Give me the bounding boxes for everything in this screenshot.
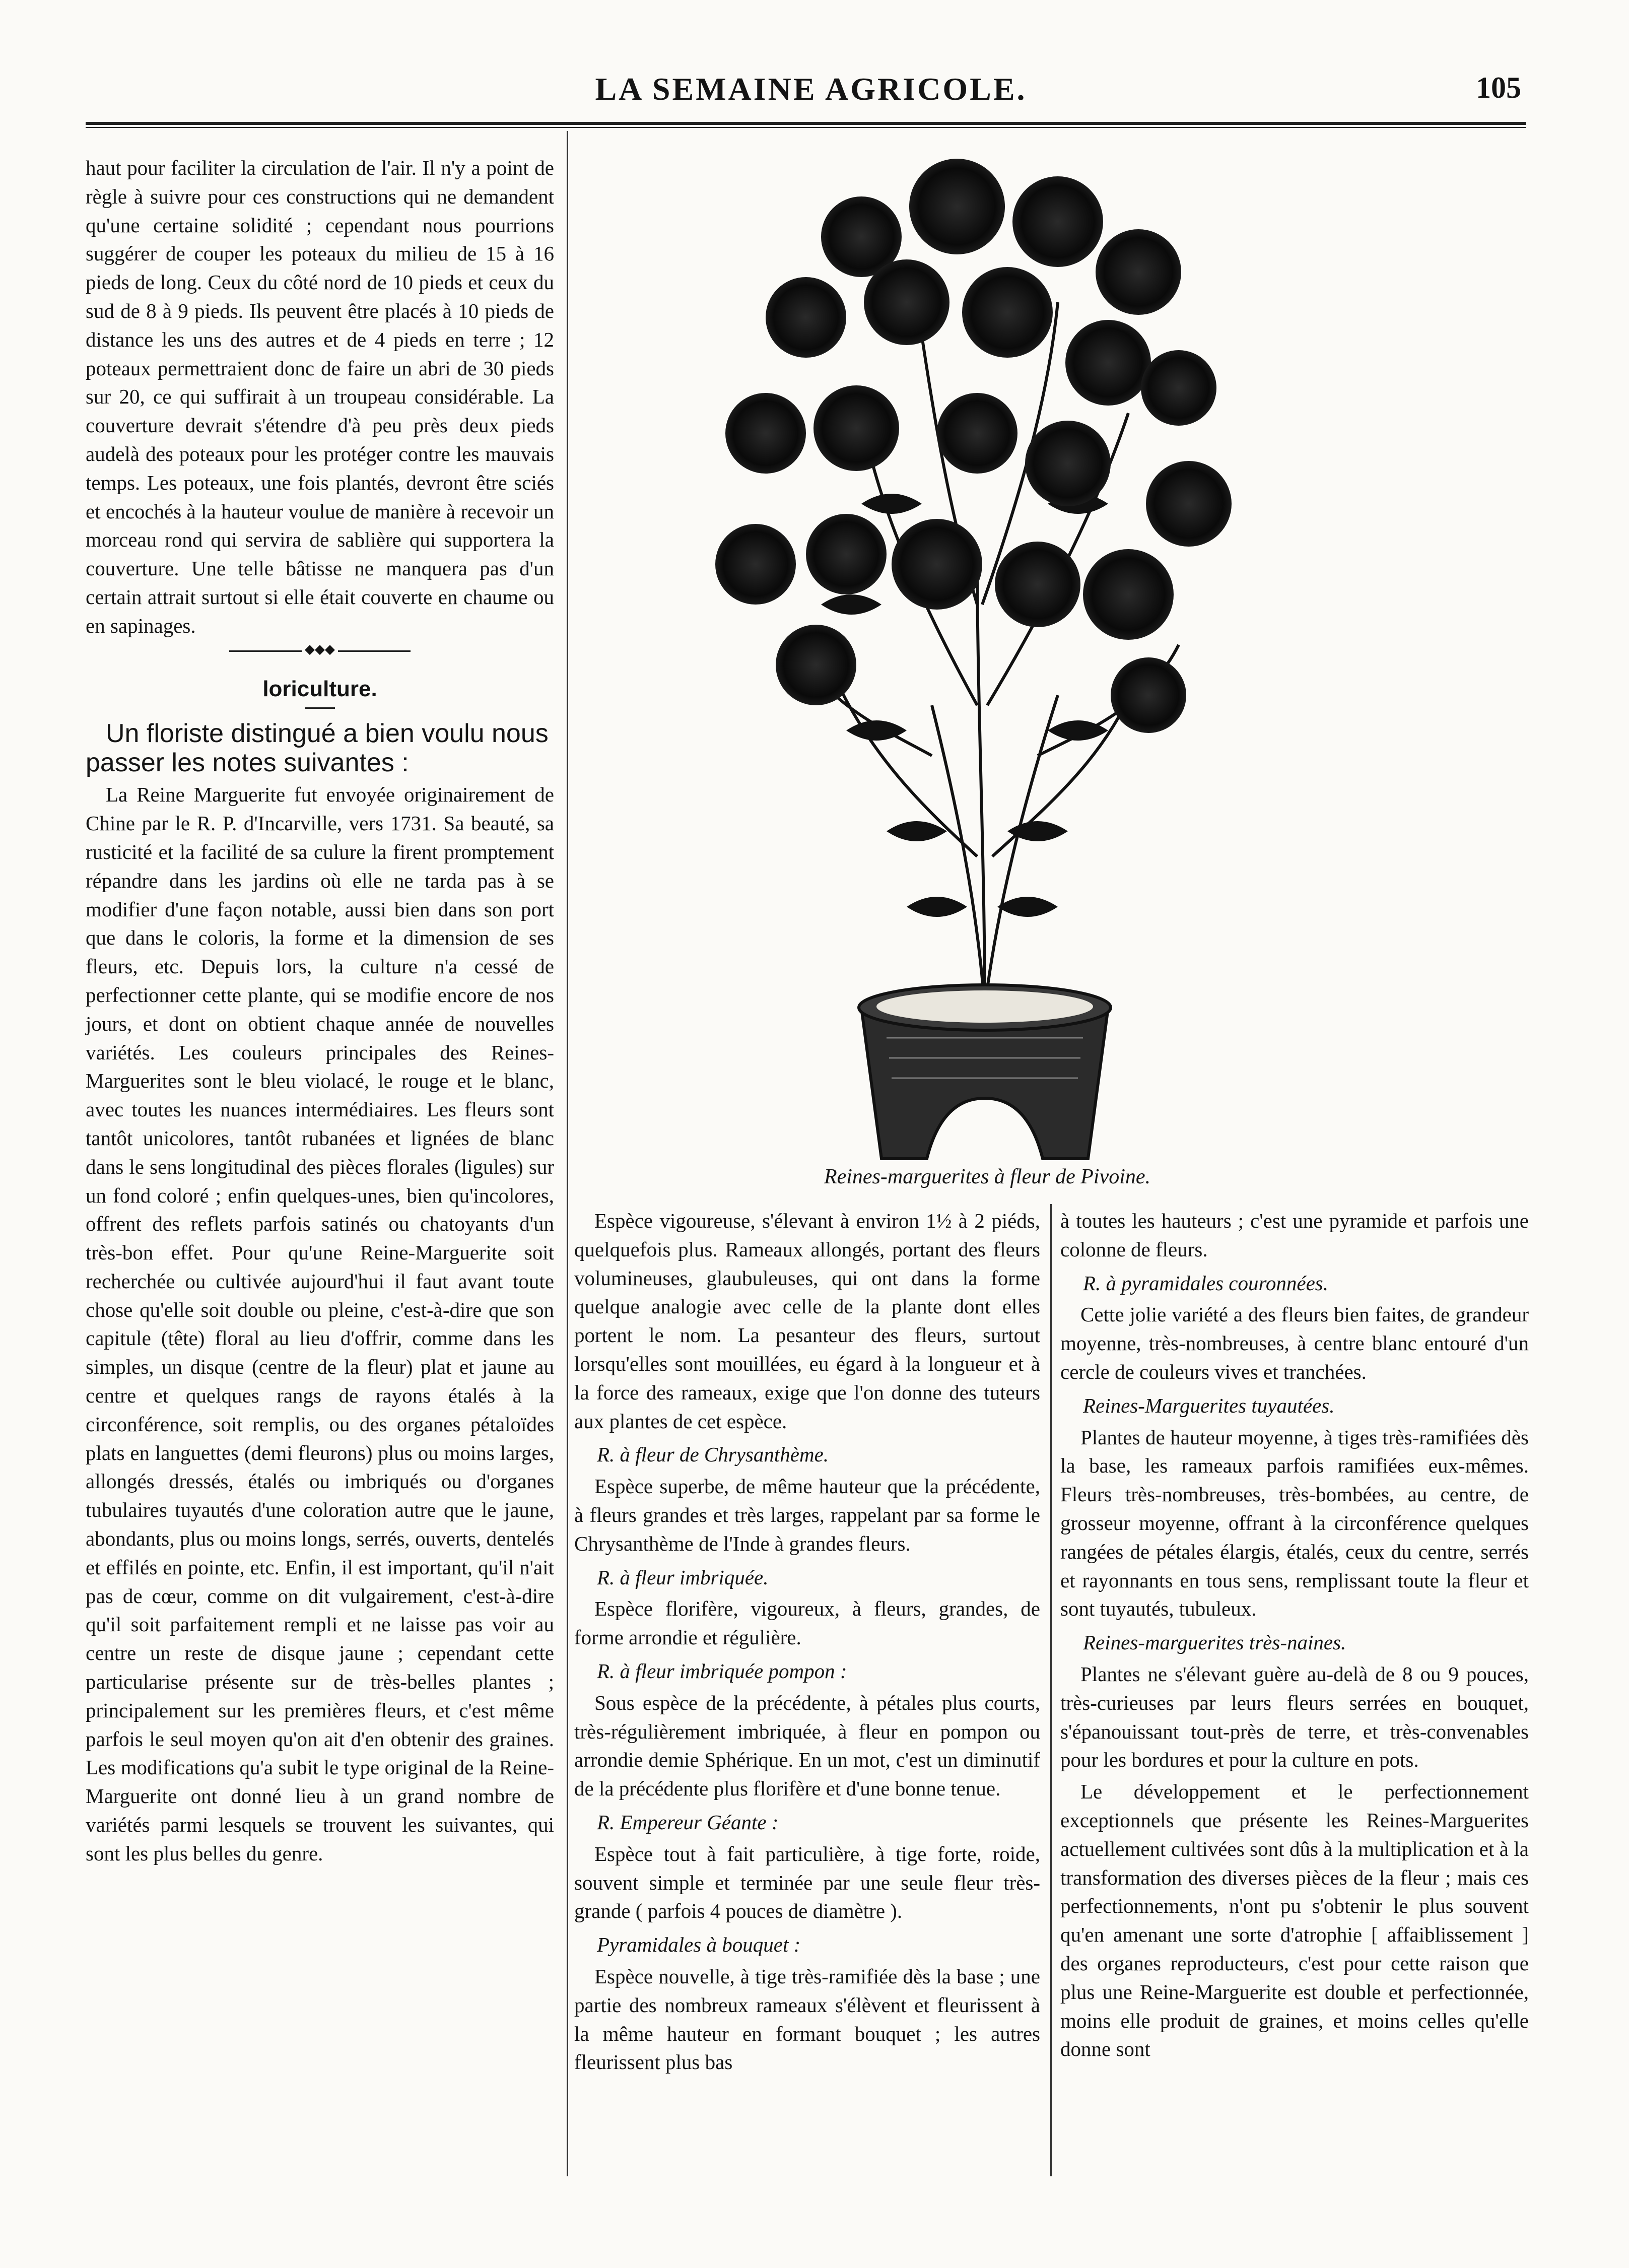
paragraph: à toutes les hauteurs ; c'est une pyramide et parfois une colonne de fleurs.: [1060, 1209, 1529, 1261]
right-column: [1060, 1207, 1529, 2066]
paragraph: Plantes ne s'élevant guère au-delà de 8 ou 9 pouces, très-curieuses par leurs fleurs serrées en bouquet, s'épanouissant tout-près de terre, et très-convenables pour les bordures et pour la culture en pots.: [1060, 1662, 1529, 1772]
paragraph: Espèce superbe, de même hauteur que la précédente, à fleurs grandes et très larges, rappelant par sa forme le Chrysanthème de l'Inde à grandes fleurs.: [574, 1475, 1040, 1555]
paragraph: Le développement et le perfectionnement exceptionnels que présente les Reines-Marguerites actuellement cultivées sont dûs à la multiplication et à la transformation des diverses pièces de la fleur ; mais ces perfectionnements, n'ont pu s'obtenir le plus souvent qu'en amenant une sorte d'atrophie [ affaiblissement ] des organes reproducteurs, c'est pour cette raison que plus une Reine-Marguerite est double et perfectionnée, moins elle produit de graines, et moins celles qu'elle donne sont: [1060, 1780, 1529, 2061]
intro-paragraph: Un floriste distingué a bien voulu nous passer les notes suivantes :: [86, 719, 549, 778]
heading-rule: [305, 707, 335, 709]
paragraph: La Reine Marguerite fut envoyée originairement de Chine par le R. P. d'Incarville, vers 1731. Sa beauté, sa rusticité et la facilité de sa culure la firent promptement répandre dans les jardins où elle ne tarda pas à se modifier d'une façon notable, aussi bien dans son port que dans le coloris, la forme et la dimension de ses fleurs, etc. Depuis lors, la culture n'a cessé de perfectionner cette plante, qui se modifie encore de nos jours, et dont on obtient chaque année de nouvelles variétés. Les couleurs principales des Reines-Marguerites sont le bleu violacé, le rouge et le blanc, avec toutes les nuances intermédiaires. Les fleurs sont tantôt unicolores, tantôt rubanées et lignées de blanc dans le sens longitudinal des pièces florales (ligules) sur un fond coloré ; enfin quelques-unes, bien qu'incolores, offrent des reflets parfois satinés ou chatoyants d'un très-bon effet. Pour qu'une Reine-Marguerite soit recherchée ou cultivée aujourd'hui il faut avant toute chose qu'elle soit double ou pleine, c'est-à-dire que son capitule (tête) floral au lieu d'offrir, comme dans les simples, un disque (centre de la fleur) plat et jaune au centre et quelques rangs de rayons étalés à la circonférence, soit remplis, ou des organes pétaloïdes plats en languettes (demi fleurons) plus ou moins larges, allongés dressés, étalés ou imbriqués ou d'organes tubulaires tuyautés d'une coloration autre que le jaune, abondants, plus ou moins longs, serrés, ouverts, dentelés et effilés en pointe, etc. Enfin, il est important, qu'il n'ait pas de cœur, comme on dit vulgairement, c'est-à-dire qu'il soit parfaitement rempli et ne laisse pas voir au centre un reste de disque jaune ; cependant cette particularise présente sur de très-belles plantes ; principalement sur les premières fleurs, et c'est même parfois le seul moyen qu'on ait d'en obtenir des graines. Les modifications qu'a subit le type original de la Reine-Marguerite ont donné lieu à un grand nombre de variétés parmi lesquels se trouvent les suivantes, qui sont les plus belles du genre.: [86, 783, 554, 1865]
section-heading: loriculture.: [262, 676, 377, 701]
variety-heading: R. à pyramidales couronnées.: [1083, 1271, 1328, 1295]
column-rule-middle: [1050, 1204, 1052, 2176]
variety-heading: R. à fleur imbriquée.: [597, 1565, 769, 1589]
middle-column: [574, 1207, 1040, 2080]
variety-heading: Reines-Marguerites tuyautées.: [1083, 1393, 1335, 1417]
paragraph: Plantes de hauteur moyenne, à tiges très-ramifiées dès la base, les rameaux parfois ramifiées eux-mêmes. Fleurs très-nombreuses, très-bombées, au centre, de grosseur moyenne, offrant à la circonférence quelques rangées de pétales élargis, étalés, ceux du centre, serrés et rayonnants en tous sens, remplissant toute la fleur et sont tuyautés, tubuleux.: [1060, 1425, 1529, 1621]
paragraph: Espèce vigoureuse, s'élevant à environ 1½ à 2 piéds, quelquefois plus. Rameaux allongés, portant des fleurs volumineuses, glaubuleuses, qui ont dans la forme quelque analogie avec celle de la plante dont elles portent le nom. La pesanteur des fleurs, surtout lorsqu'elles sont mouillées, eu égard à la longueur et à la force des rameaux, exige que l'on donne des tuteurs aux plantes de cet espèce.: [574, 1209, 1040, 1433]
header-rule: [86, 122, 1526, 128]
variety-heading: Pyramidales à bouquet :: [597, 1933, 801, 1957]
figure-caption: Reines-marguerites à fleur de Pivoine.: [824, 1165, 1151, 1188]
ornament: ◆◆◆: [302, 642, 338, 657]
variety-heading: R. à fleur imbriquée pompon :: [597, 1659, 847, 1683]
paragraph: haut pour faciliter la circulation de l'air. Il n'y a point de règle à suivre pour ces constructions qui ne demandent qu'une certaine solidité ; cependant nous pourrions suggérer de couper les poteaux du milieu de 15 à 16 pieds de long. Ceux du côté nord de 10 pieds et ceux du sud de 8 à 9 pieds. Ils peuvent être placés à 10 pieds de distance les uns des autres et de 4 pieds en terre ; 12 poteaux permettraient donc de faire un abri de 30 pieds sur 20, ce qui suffirait à un troupeau considérable. La couverture devrait s'étendre d'à peu près deux pieds audelà des poteaux pour les protéger contre les mauvais temps. Les poteaux, une fois plantés, devront être sciés et encochés à la hauteur voulue de manière à recevoir un morceau rond qui servira de sablière qui supportera la couverture. Une telle bâtisse ne manquera pas d'un certain attrait surtout si elle était couverte en chaume ou en sapinages.: [86, 156, 554, 637]
variety-heading: R. à fleur de Chrysanthème.: [597, 1443, 829, 1466]
ornament-divider: [229, 641, 411, 657]
page-header: [86, 71, 1536, 116]
running-title: LA SEMAINE AGRICOLE.: [595, 71, 1027, 107]
column-rule-left: [567, 131, 568, 2176]
potted-aster-illustration: [695, 151, 1274, 1169]
flower-heads: [715, 159, 1232, 733]
paragraph: Espèce tout à fait particulière, à tige forte, roide, souvent simple et terminée par une seule fleur très-grande ( parfois 4 pouces de diamètre ).: [574, 1842, 1040, 1923]
variety-heading: Reines-marguerites très-naines.: [1083, 1631, 1346, 1654]
variety-heading: R. Empereur Géante :: [597, 1810, 779, 1834]
page-number: 105: [1476, 71, 1521, 104]
paragraph: Espèce nouvelle, à tige très-ramifiée dès la base ; une partie des nombreux rameaux s'élèvent et fleurissent à la même hauteur en formant bouquet ; les autres fleurissent plus bas: [574, 1964, 1040, 2074]
left-column: [86, 154, 554, 1871]
paragraph: Cette jolie variété a des fleurs bien faites, de grandeur moyenne, très-nombreuses, à centre blanc entouré d'un cercle de couleurs vives et tranchées.: [1060, 1303, 1529, 1383]
paragraph: Espèce florifère, vigoureux, à fleurs, grandes, de forme arrondie et régulière.: [574, 1597, 1040, 1649]
flower-pot: [859, 985, 1111, 1159]
paragraph: Sous espèce de la précédente, à pétales plus courts, très-régulièrement imbriquée, à fleur en pompon ou arrondie demie Sphérique. En un mot, c'est un diminutif de la précédente plus florifère et d'une bonne tenue.: [574, 1691, 1040, 1800]
